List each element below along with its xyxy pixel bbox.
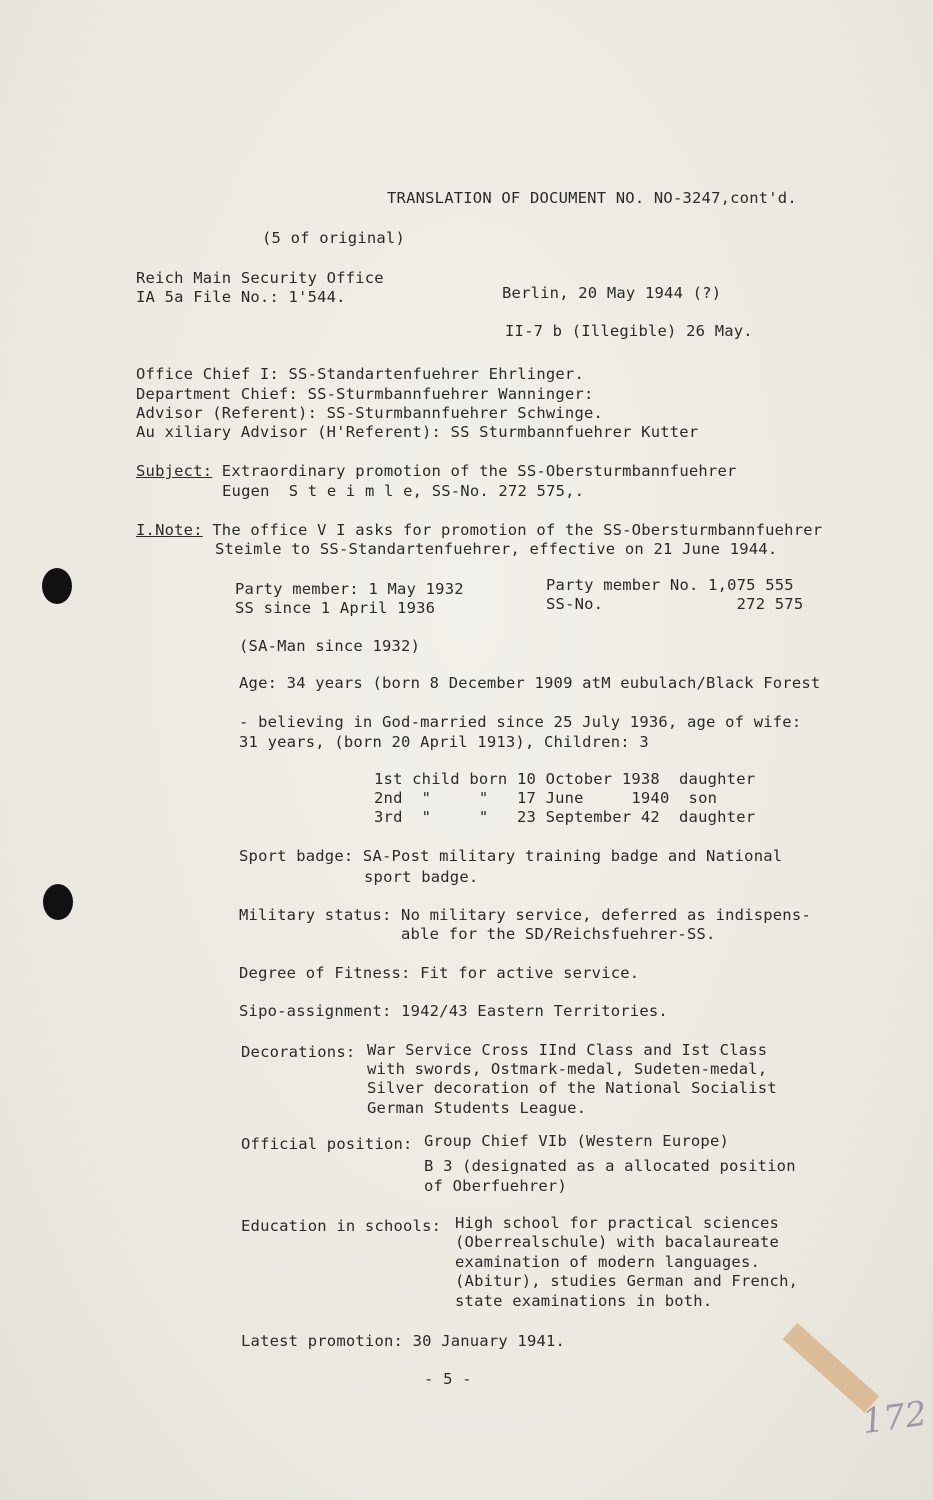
child-2: 2nd " " 17 June 1940 son [374,789,718,807]
subject-label: Subject: [136,462,213,480]
child-1: 1st child born 10 October 1938 daughter [374,770,756,788]
party-member-date: Party member: 1 May 1932 [235,580,464,598]
office-chief: Office Chief I: SS-Standartenfuehrer Ehrlinger. [136,365,584,383]
decorations-line-2: with swords, Ostmark-medal, Sudeten-medal, [367,1060,768,1078]
decorations-label: Decorations: [241,1043,356,1061]
fitness: Degree of Fitness: Fit for active service. [239,964,640,982]
education-line-3: examination of modern languages. [455,1253,761,1271]
sport-badge-line-1: Sport badge: SA-Post military training badge and National [239,847,783,865]
sa-man: (SA-Man since 1932) [239,637,421,655]
page-number: - 5 - [424,1370,472,1388]
department-chief: Department Chief: SS-Sturmbannfuehrer Wanninger: [136,385,594,403]
child-3: 3rd " " 23 September 42 daughter [374,808,756,826]
official-position-line-2: B 3 (designated as a allocated position [424,1157,796,1175]
advisor: Advisor (Referent): SS-Sturmbannfuehrer Schwinge. [136,404,604,422]
note-text: The office V I asks for promotion of the SS-Obersturmbannfuehrer [202,521,823,539]
military-status-line-2: able for the SD/Reichsfuehrer-SS. [401,925,716,943]
education-line-1: High school for practical sciences [455,1214,780,1232]
subject-line-2: Eugen S t e i m l e, SS-No. 272 575,. [222,482,585,500]
received-stamp-text: II-7 b (Illegible) 26 May. [505,322,753,340]
ss-since: SS since 1 April 1936 [235,599,436,617]
punch-hole-bottom [43,884,73,920]
note-line-2: Steimle to SS-Standartenfuehrer, effective on 21 June 1944. [215,540,778,558]
decorations-line-4: German Students League. [367,1099,587,1117]
belief-line-1: - believing in God-married since 25 July 1936, age of wife: [239,713,802,731]
document-title: TRANSLATION OF DOCUMENT NO. NO-3247,cont'd. [387,189,797,207]
official-position-label: Official position: [241,1135,413,1153]
party-member-number: Party member No. 1,075 555 [546,576,794,594]
official-position-line-3: of Oberfuehrer) [424,1177,567,1195]
note-line-1 [136,520,822,540]
military-status-line-1: Military status: No military service, deferred as indispens- [239,906,811,924]
page-of-original: (5 of original) [262,229,405,247]
decorations-line-3: Silver decoration of the National Socialist [367,1079,777,1097]
sport-badge-line-2: sport badge. [364,868,479,886]
file-number: IA 5a File No.: 1'544. [136,288,346,306]
place-date: Berlin, 20 May 1944 (?) [502,284,722,302]
tape-residue [783,1323,879,1413]
decorations-line-1: War Service Cross IInd Class and Ist Class [367,1041,768,1059]
education-line-4: (Abitur), studies German and French, [455,1272,799,1290]
age: Age: 34 years (born 8 December 1909 atM eubulach/Black Forest [239,674,821,692]
ss-number: SS-No. 272 575 [546,595,804,613]
education-line-5: state examinations in both. [455,1292,713,1310]
note-label: I.Note: [136,521,203,539]
handwritten-page-mark: 172 [859,1393,930,1443]
sipo-assignment: Sipo-assignment: 1942/43 Eastern Territories. [239,1002,668,1020]
office-name: Reich Main Security Office [136,269,384,287]
education-line-2: (Oberrealschule) with bacalaureate [455,1233,780,1251]
auxiliary-advisor: Au xiliary Advisor (H'Referent): SS Sturmbannfuehrer Kutter [136,423,699,441]
punch-hole-top [42,568,72,604]
belief-line-2: 31 years, (born 20 April 1913), Children: 3 [239,733,649,751]
official-position-line-1: Group Chief VIb (Western Europe) [424,1132,730,1150]
latest-promotion: Latest promotion: 30 January 1941. [241,1332,566,1350]
subject-text: Extraordinary promotion of the SS-Obersturmbannfuehrer [212,462,737,480]
education-label: Education in schools: [241,1217,442,1235]
subject-line-1 [136,461,737,481]
